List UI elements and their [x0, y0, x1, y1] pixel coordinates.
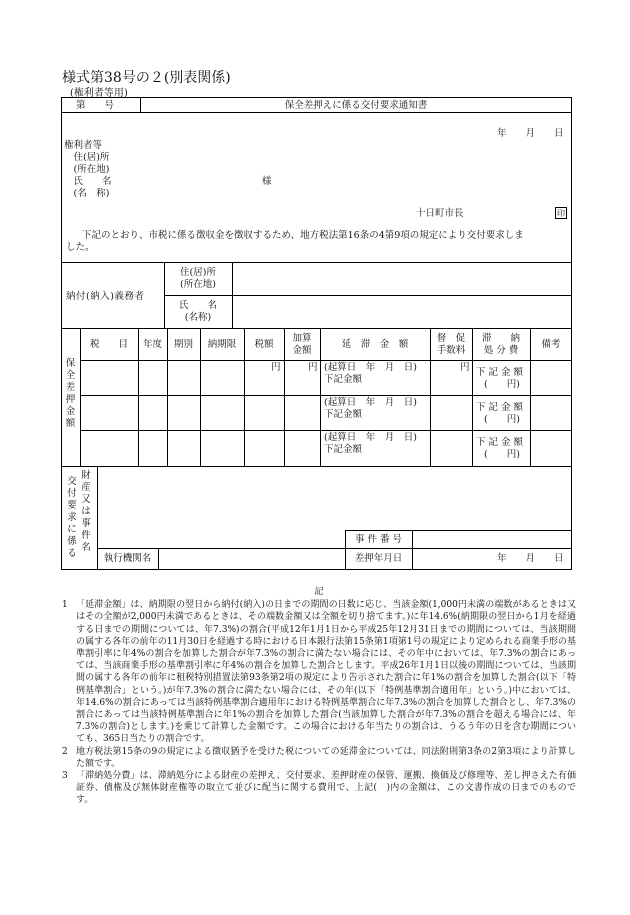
- taxpayer-name-label: 氏 名: [178, 300, 217, 311]
- addressee-line: 権利者等: [64, 140, 103, 151]
- header-taino-sub: 処 分 費: [483, 345, 519, 356]
- kaki-kingaku: 下記金額: [324, 444, 363, 455]
- bottom-label-char: 係: [67, 536, 77, 547]
- header-zeigaku: 税額: [254, 339, 274, 350]
- kisan-date: (起算日 年 月 日): [324, 397, 417, 408]
- yen-paren: ( 円): [484, 449, 520, 460]
- note-item: [62, 770, 576, 807]
- header-nendo: 年度: [142, 339, 162, 350]
- form-subtitle: (権利者等用): [70, 88, 128, 99]
- document-title: 保全差押えに係る交付要求通知書: [284, 100, 428, 111]
- header-tokusoku-sub: 手数料: [436, 345, 466, 356]
- addressee-line: 住(居)所: [64, 152, 110, 163]
- bottom-label-char: 交: [67, 476, 77, 487]
- jiken-bango-label: 事 件 番 号: [354, 534, 403, 545]
- shikko-kikan-label: 執行機関名: [103, 553, 152, 564]
- shita-kingaku: 下 記 金 額: [476, 367, 524, 378]
- sashiosae-date-label: 差押年月日: [354, 553, 403, 564]
- bottom-label-char: 産: [81, 482, 91, 493]
- note-item: [62, 599, 576, 745]
- header-taino: 滞 納: [481, 333, 520, 344]
- bottom-label-char: 要: [67, 500, 77, 511]
- bottom-label-char: る: [67, 548, 77, 559]
- taxpayer-label: 納付(納入)義務者: [66, 291, 145, 302]
- bottom-label-char: 件: [81, 530, 91, 541]
- side-label-char: 保: [65, 358, 76, 369]
- seal-stamp: 印: [557, 209, 565, 218]
- bottom-label-char: 事: [81, 518, 91, 529]
- note-item: [62, 746, 576, 770]
- note-number: 1: [62, 600, 68, 611]
- bottom-label-char: は: [81, 506, 91, 517]
- side-label-char: 金: [65, 406, 76, 417]
- sender-mayor: 十日町市長: [416, 208, 464, 219]
- bottom-label-char: 又: [81, 494, 91, 505]
- note-number: 2: [62, 746, 68, 757]
- header-entai: 延 滞 金 額: [341, 339, 409, 350]
- header-noukigen: 納期限: [207, 339, 237, 350]
- sashiosae-date: 年 月 日: [497, 553, 564, 564]
- yen-paren: ( 円): [484, 414, 520, 425]
- yen-paren: ( 円): [484, 379, 520, 390]
- taxpayer-address-label: 住(居)所: [180, 267, 216, 278]
- yen-unit: 円: [460, 362, 470, 373]
- bottom-label-char: に: [67, 524, 77, 535]
- taxpayer-address-sub: (所在地): [180, 279, 216, 290]
- shita-kingaku: 下 記 金 額: [476, 437, 524, 448]
- header-biko: 備考: [541, 339, 561, 350]
- bottom-label-char: 財: [81, 470, 91, 481]
- bottom-label-char: 名: [81, 542, 91, 553]
- honorific: 様: [262, 176, 272, 187]
- yen-unit: 円: [271, 362, 281, 373]
- side-label-char: 全: [65, 370, 76, 381]
- form-title: 様式第38号の２(別表関係): [62, 70, 231, 86]
- taxpayer-name-sub: (名称): [184, 312, 212, 323]
- header-kasan: 加算: [292, 333, 312, 344]
- side-label-char: 押: [65, 394, 76, 405]
- issue-date: 年 月 日: [497, 128, 564, 139]
- addressee-line: 氏 名: [64, 176, 112, 187]
- kisan-date: (起算日 年 月 日): [324, 362, 417, 373]
- kaki-kingaku: 下記金額: [324, 374, 363, 385]
- kaki-kingaku: 下記金額: [324, 409, 363, 420]
- side-label-char: 額: [65, 418, 76, 429]
- note-number: 3: [62, 771, 68, 782]
- header-kibetsu: 期別: [173, 339, 193, 350]
- notes-heading: 記: [314, 587, 324, 597]
- notes-section: [62, 586, 576, 807]
- number-label: 第 号: [76, 100, 115, 111]
- note-text: 「延滞金額」は、納期限の翌日から納付(納入)の日までの期間の日数に応じ、当該金額(1,000円未満の端数があるときは又はその全額が2,000円未満であるときは、その端数金額又は全額を切り捨てます。)に年14.6%(納期限の翌日から1月を経過する日までの期間については、年7.3%)の割合(平成12年1月1日から平成25年12月31日までの期間については、当該期間の属する各年の前年の11月30日を経過する時における日本銀行法第15条第1項第1号の規定により定められる商業手形の基準割引率に年4%の割合を加算した割合が年7.3%の割合に満たない場合には、その年中においては、年7.3%の割合にあっては、当該商業手形の基準割引率に年4%の割合を加算した割合とします。平成26年1月1日以後の期間については、当該期間の属する各年の前年に租税特別措置法第93条第2項の規定により告示された割合に年1%の割合を加算した割合(以下「特例基準割合」という。)が年7.3%の割合に満たない場合には、その年(以下「特例基準割合適用年」という。)中においては、年14.6%の割合にあっては当該特例基準割合適用年における特例基準割合に年7.3%の割合を加算した割合とし、年7.3%の割合にあっては当該特例基準割合に年1%の割合を加算した割合(当該加算した割合が年7.3%の割合を超える場合には、年7.3%の割合)とします。)を乗じて計算した金額です。この場合における年当たりの割合は、うるう年の日を含む期間についても、365日当たりの割合です。: [76, 600, 576, 745]
- bottom-label-char: 付: [67, 488, 77, 499]
- note-text: 「滞納処分費」は、滞納処分による財産の差押え、交付要求、差押財産の保管、運搬、換価及び修理等、差し押さえた有価証券、債権及び無体財産権等の取立て並びに配当に関する費用で、上記( )内の金額は、この文書作成の日までのものです。: [76, 771, 576, 806]
- intro-text: 下記のとおり、市税に係る徴収金を徴収するため、地方税法第16条の4第9項の規定により交付要求しま: [82, 230, 524, 241]
- shita-kingaku: 下 記 金 額: [476, 402, 524, 413]
- addressee-line: (所在地): [64, 164, 110, 175]
- note-text: 地方税法第15条の9の規定による徴収猶予を受けた税についての延滞金については、同法附則第3条の2第3項により計算した額です。: [76, 746, 576, 769]
- side-label-char: 差: [65, 382, 76, 393]
- header-tokusoku: 督 促: [436, 333, 466, 344]
- bottom-label-char: 求: [67, 512, 77, 523]
- addressee-line: (名 称): [64, 188, 110, 199]
- kisan-date: (起算日 年 月 日): [324, 432, 417, 443]
- intro-text-cont: した。: [66, 242, 95, 253]
- header-kasan-sub: 金額: [292, 345, 312, 356]
- yen-unit: 円: [308, 362, 318, 373]
- header-zeimoku: 税 目: [89, 339, 128, 350]
